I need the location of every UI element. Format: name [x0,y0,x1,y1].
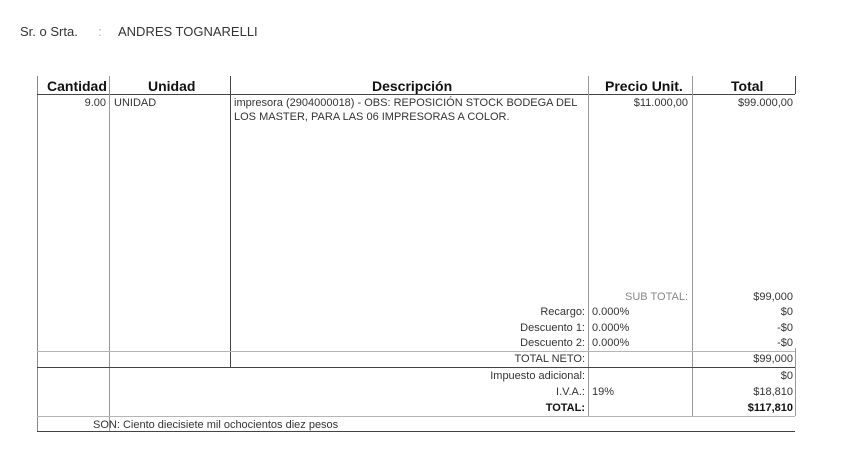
iva-label: I.V.A.: [556,386,585,398]
row-total: $99.000,00 [737,97,793,109]
descuento2-percent: 0.000% [592,337,630,349]
descuento1-value: -$0 [777,322,793,334]
row-description-line-2: LOS MASTER, PARA LAS 06 IMPRESORAS A COLOR. [234,111,510,123]
subtotal-value: $99,000 [753,291,793,303]
recargo-label: Recargo: [540,306,585,318]
header-total: Total [731,78,764,94]
descuento2-value: -$0 [777,337,793,349]
col-divider-unit [109,76,110,432]
row-description-line-1: impresora (2904000018) - OBS: REPOSICIÓN STOCK BODEGA DEL [234,97,578,109]
total-value: $117,810 [747,402,793,414]
iva-value: $18,810 [753,386,793,398]
customer-name: ANDRES TOGNARELLI [118,24,258,39]
amount-in-words: SON: Ciento diecisiete mil ochocientos diez pesos [93,419,339,431]
header-unit: Unidad [148,78,196,94]
customer-label: Sr. o Srta. [20,24,78,39]
row-unit-price: $11.000,00 [633,97,688,109]
impuesto-adicional-value: $0 [780,370,793,382]
summary-right-border [795,348,796,416]
recargo-value: $0 [780,306,793,318]
total-neto-label: TOTAL NETO: [514,353,585,365]
table-left-border [37,76,38,432]
recargo-percent: 0.000% [592,306,630,318]
table-bottom-border [37,431,795,432]
impuesto-adicional-label: Impuesto adicional: [490,370,585,382]
col-divider-total [692,76,693,416]
divider-below-total [37,416,795,417]
total-label: TOTAL: [545,402,585,414]
row-quantity: 9.00 [84,97,106,109]
table-right-border [795,76,796,94]
divider-above-impuesto [37,367,795,368]
header-unit-price: Precio Unit. [605,78,683,94]
descuento2-label: Descuento 2: [520,337,585,349]
descuento1-percent: 0.000% [592,322,630,334]
header-description: Descripción [372,78,453,94]
iva-percent: 19% [592,386,615,398]
total-neto-value: $99,000 [753,353,793,365]
header-quantity: Cantidad [47,78,107,94]
row-unit: UNIDAD [114,97,157,109]
divider-above-neto [37,351,795,352]
col-divider-description [230,76,231,368]
subtotal-label: SUB TOTAL: [625,291,688,303]
descuento1-label: Descuento 1: [520,322,585,334]
col-divider-price [588,76,589,416]
customer-separator: : [98,24,102,39]
header-underline [37,94,795,95]
